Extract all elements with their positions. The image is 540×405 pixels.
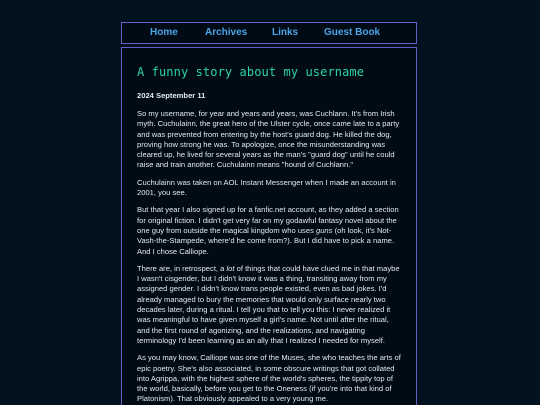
- nav-link-links[interactable]: Links: [272, 27, 299, 38]
- emphasis-text: guns: [315, 225, 333, 235]
- post-date: 2024 September 11: [137, 91, 206, 100]
- blog-post: [137, 48, 403, 405]
- post-panel: [121, 47, 417, 405]
- nav-link-home[interactable]: Home: [150, 27, 178, 38]
- post-title: A funny story about my username: [137, 65, 365, 79]
- post-paragraph-2: Cuchulainn was taken on AOL Instant Messenger when I made an account in 2001, you see.: [137, 177, 396, 198]
- post-paragraph-3: [137, 205, 403, 256]
- paragraph-text: of things that could have clued me in that maybe I wasn't cisgender, but I didn't know it was a thing, transiting away from my assigned gender. I didn't know trans people existed, even as bad jokes. I'd already managed to bury the memories that would only surface nearly two decades later, during a ritual. I tell you that to tell you this: I never realized it was meaningful to have given myself a girl's name. Not until after the ritual, and the first round of agonizing, and the realizations, and navigating terminology I'd been learning as an ally that I realized I needed for myself.: [137, 263, 400, 345]
- nav-link-guest-book[interactable]: Guest Book: [324, 27, 381, 38]
- post-paragraph-4: [137, 264, 403, 346]
- paragraph-text: There are, in retrospect, a: [137, 263, 227, 273]
- paragraph-text: (oh look, it's Not-Vash-the-Stampede, where'd he come from?). But I did have to pick a name. And I chose Calliope.: [137, 225, 395, 256]
- nav-link-archives[interactable]: Archives: [205, 27, 248, 38]
- post-paragraph-1: So my username, for year and years and years, was Cuchlann. It's from Irish myth. Cuchulainn, the great hero of the Ulster cycle, once came late to a party and was prevented from entering by the host's guard dog. He killed the dog, proving how strong he was. To apologize, once the misunderstanding was cleared up, he lived for several years as the man's "guard dog" until he could raise and train another. Cuchulainn means "hound of Cuchlann.": [137, 109, 400, 170]
- top-navigation: [121, 22, 417, 44]
- post-paragraph-5: As you may know, Calliope was one of the Muses, she who teaches the arts of epic poetry. She's also associated, in some obscure writings that got collated into Agrippa, with the highest sphere of the world's spheres, the tippity top of the world, basically, before you get to the Oneness (if you're into that kind of Platonism). That obviously appealed to a very young me.: [137, 353, 401, 404]
- paragraph-text: But that year I also signed up for a fanfic.net account, as they added a section for original fiction. I didn't get very far on my godawful fantasy novel about the one guy from outside the magical kingdom who uses: [137, 205, 399, 235]
- emphasis-text: lot: [226, 263, 235, 273]
